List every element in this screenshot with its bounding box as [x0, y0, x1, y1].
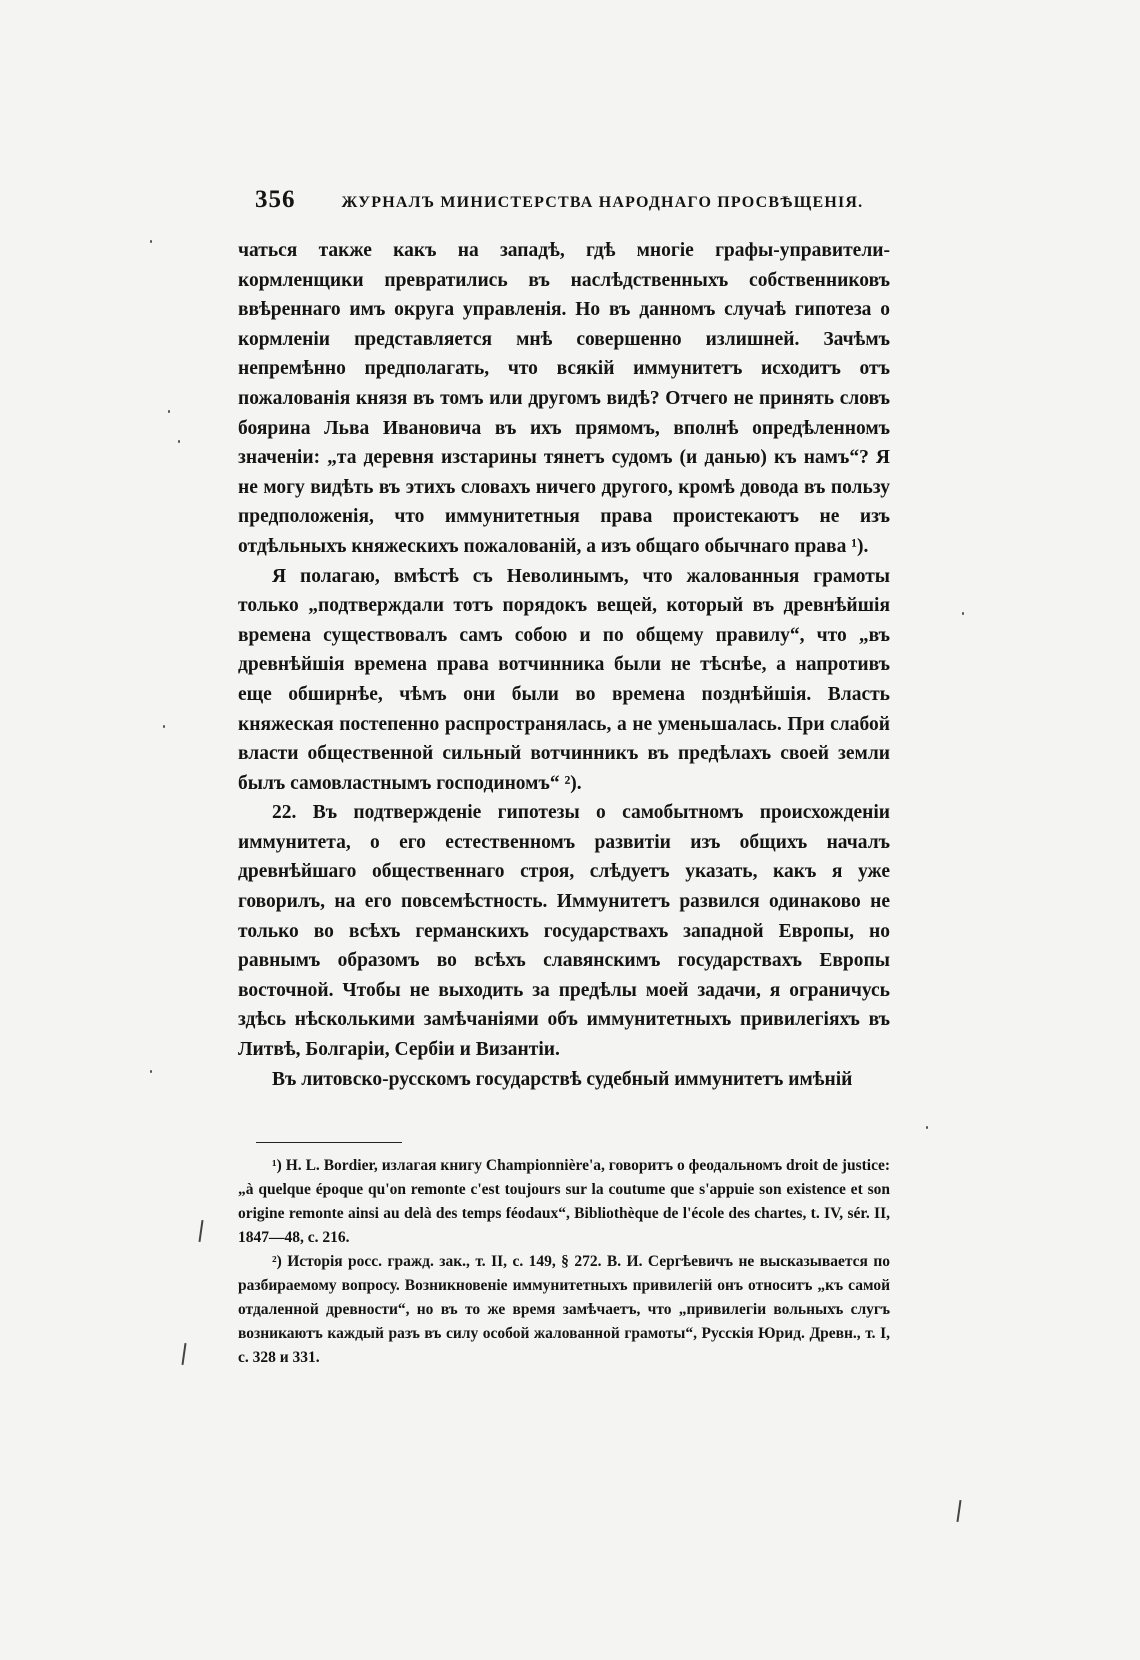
page-number: 356 [255, 186, 296, 213]
paragraph: Я полагаю, вмѣстѣ съ Неволинымъ, что жалованныя грамоты только „подтверждали тотъ порядокъ вещей, который въ древнѣйшія времена существовалъ самъ собою и по общему правилу“, что „въ древнѣйшія времена права вотчинника были не тѣснѣе, а напротивъ еще обширнѣе, чѣмъ они были во времена позднѣйшія. Власть княжеская постепенно распространялась, а не уменьшалась. При слабой власти общественной сильный вотчинникъ въ предѣлахъ своей земли былъ самовластнымъ господиномъ“ ²). [238, 565, 890, 794]
scan-speck [962, 612, 964, 615]
scan-speck [163, 725, 165, 728]
footnote: ¹) H. L. Bordier, излагая книгу Championnière'а, говоритъ о феодальномъ droit de justice: „à quelque époque qu'on remonte c'est toujours sur la coutume que s'appuie son existence et son origine remonte ainsi au delà des temps féodaux“, Bibliothèque de l'école des chartes, t. IV, sér. II, 1847—48, с. 216. [238, 1157, 890, 1246]
paragraph: 22. Въ подтвержденіе гипотезы о самобытномъ происхожденіи иммунитета, о его естественномъ развитіи изъ общихъ началъ древнѣйшаго общественнаго строя, слѣдуетъ указать, какъ я уже говорилъ, на его повсемѣстность. Иммунитетъ развился одинаково не только во всѣхъ германскихъ государствахъ западной Европы, но равнымъ образомъ во всѣхъ славянскимъ государствахъ Европы восточной. Чтобы не выходить за предѣлы моей задачи, я ограничусь здѣсь нѣсколькими замѣчаніями объ иммунитетныхъ привилегіяхъ въ Литвѣ, Болгаріи, Сербіи и Византіи. [238, 802, 890, 1061]
scan-speck [926, 1126, 928, 1129]
paragraph: чаться также какъ на западѣ, гдѣ многіе графы-управители-кормленщики превратились въ наслѣдственныхъ собственниковъ ввѣреннаго имъ округа управленія. Но въ данномъ случаѣ гипотеза о кормленіи представляется мнѣ совершенно излишней. Зачѣмъ непремѣнно предполагать, что всякій иммунитетъ исходитъ отъ пожалованія князя въ томъ или другомъ видѣ? Отчего не принять словъ боярина Льва Ивановича въ ихъ прямомъ, вполнѣ опредѣленномъ значеніи: „та деревня изстарины тянетъ судомъ (и данью) къ намъ“? Я не могу видѣть въ этихъ словахъ ничего другого, кромѣ довода въ пользу предположенія, что иммунитетныя права проистекаютъ не изъ отдѣльныхъ княжескихъ пожалованій, а изъ общаго обычнаго права ¹). [238, 240, 890, 557]
scan-speck [150, 1070, 152, 1073]
footnote-separator [256, 1142, 402, 1143]
scan-speck [178, 440, 180, 443]
scan-mark [198, 1220, 203, 1242]
running-title: ЖУРНАЛЪ МИНИСТЕРСТВА НАРОДНАГО ПРОСВѢЩЕНІЯ. [341, 194, 864, 211]
footnotes [238, 1154, 890, 1370]
main-text [238, 236, 890, 1094]
scan-mark [956, 1500, 961, 1522]
page-header [255, 186, 895, 214]
scan-mark [181, 1343, 186, 1365]
scan-speck [150, 240, 152, 243]
scan-speck [168, 410, 170, 413]
paragraph: Въ литовско-русскомъ государствѣ судебный иммунитетъ имѣній [272, 1068, 853, 1090]
footnote: ²) Исторія росс. гражд. зак., т. II, с. 149, § 272. В. И. Сергѣевичъ не высказывается по разбираемому вопросу. Возникновеніе иммунитетныхъ привилегій онъ относитъ „къ самой отдаленной древности“, но въ то же время замѣчаетъ, что „привилегіи вольныхъ слугъ возникаютъ каждый разъ въ силу особой жалованной грамоты“, Русскія Юрид. Древн., т. I, с. 328 и 331. [238, 1253, 890, 1366]
